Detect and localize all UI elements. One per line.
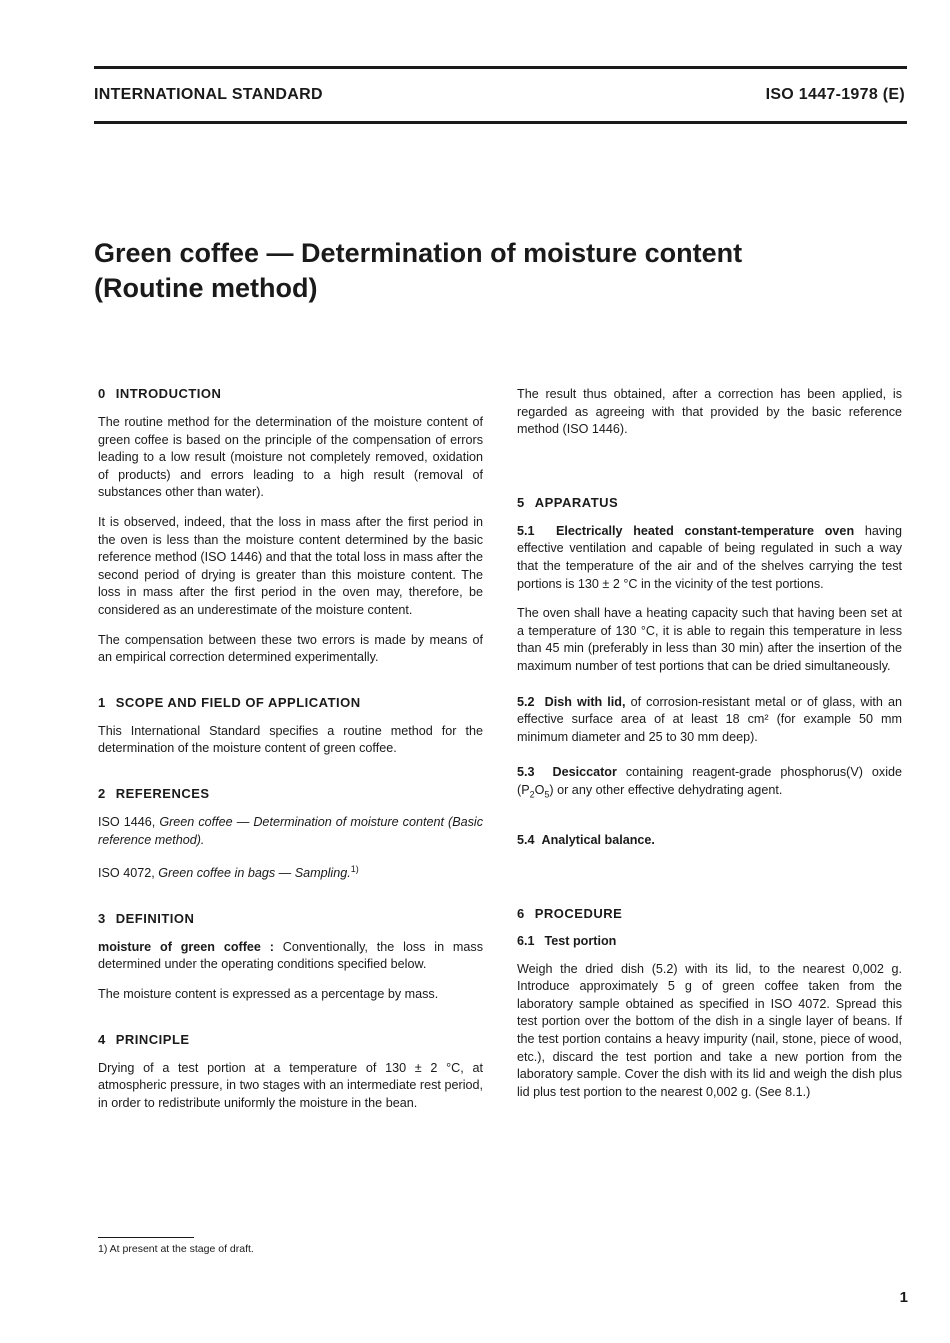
scope-paragraph: This International Standard specifies a routine method for the determination of the moisture content of green coffee.: [98, 723, 483, 756]
intro-paragraph-3: The compensation between these two errors is made by means of an empirical correction determined experimentally.: [98, 632, 483, 665]
apparatus-5-1: 5.1 Electrically heated constant-temperature oven having effective ventilation and capable of being regulated in such a way that the temperature of the air and of the shelves carrying the test portions is 130 ± 2 °C in the vicinity of the test portions.: [517, 523, 902, 591]
footnote-marker: 1): [350, 864, 359, 875]
subsection-6-1-heading: 6.1 Test portion: [517, 933, 617, 948]
right-column: [517, 386, 902, 1113]
section-2-heading: 2 REFERENCES: [98, 785, 210, 801]
section-0-heading: 0 INTRODUCTION: [98, 386, 222, 401]
intro-paragraph-1: The routine method for the determination of the moisture content of green coffee is based on the principle of the compensation of errors leading to a low result (moisture not completely removed, oxidation of products) and errors leading to a high result (removal of substances other than water).: [98, 415, 483, 500]
apparatus-5-4: 5.4 Analytical balance.: [517, 833, 655, 848]
section-1-heading: 1 SCOPE AND FIELD OF APPLICATION: [98, 694, 361, 710]
definition-note: The moisture content is expressed as a percentage by mass.: [98, 987, 439, 1002]
page-number: 1: [899, 1289, 908, 1306]
apparatus-5-2: 5.2 Dish with lid, of corrosion-resistant metal or of glass, with an effective surface area of at least 18 cm² (for example 50 mm minimum diameter and 25 to 30 mm deep).: [517, 694, 902, 744]
section-5-heading: 5 APPARATUS: [517, 494, 619, 510]
document-title: [94, 236, 854, 306]
title-line-1: Green coffee — Determination of moisture content: [94, 238, 743, 268]
header-standard-label: INTERNATIONAL STANDARD: [94, 86, 323, 103]
title-line-2: (Routine method): [94, 273, 318, 303]
apparatus-5-1-capacity: The oven shall have a heating capacity such that having been set at a temperature of 130 °C, it is able to regain this temperature in less than 45 min (preferably in less than 30 min) after the insertion of the maximum number of test portions that can be dried simultaneously.: [517, 606, 902, 673]
section-3-heading: 3 DEFINITION: [98, 910, 195, 926]
intro-paragraph-2: It is observed, indeed, that the loss in mass after the first period in the oven is less than the moisture content determined by the basic reference method (ISO 1446) and that the total loss in mass after the second period of drying is greater than this moisture content. The loss in mass after the first period in the oven may, therefore, be considered as an underestimate of the moisture content.: [98, 514, 483, 617]
principle-paragraph: Drying of a test portion at a temperature of 130 ± 2 °C, at atmospheric pressure, in two stages with an intermediate rest period, in order to redistribute uniformly the moisture in the bean.: [98, 1060, 483, 1110]
header-rule-top: [94, 66, 907, 69]
intro-continuation: The result thus obtained, after a correction has been applied, is regarded as agreeing with that provided by the basic reference method (ISO 1446).: [517, 387, 902, 437]
footnote-rule: [98, 1237, 194, 1238]
section-4-heading: 4 PRINCIPLE: [98, 1031, 190, 1047]
section-6-heading: 6 PROCEDURE: [517, 905, 623, 921]
left-column: [98, 386, 483, 1124]
header-rule-bottom: [94, 121, 907, 124]
reference-iso-4072: ISO 4072, Green coffee in bags — Sampling.$^{1)}$: [98, 864, 359, 881]
apparatus-5-3: 5.3 Desiccator containing reagent-grade phosphorus(V) oxide $(P_2O_5)$ or any other effective dehydrating agent.: [517, 765, 902, 800]
test-portion-paragraph: Weigh the dried dish (5.2) with its lid, to the nearest 0,002 g. Introduce approximately 5 g of green coffee taken from the laboratory sample obtained as specified in ISO 4072. Spread this test portion over the bottom of the dish in a single layer of beans. If the test portion contains a heavy impurity (nail, stone, piece of wood, etc.), discard the test portion and take a new portion from the laboratory sample. Cover the dish with its lid and weigh the dish plus lid plus test portion to the nearest 0,002 g. (See 8.1.): [517, 961, 902, 1099]
definition-paragraph: moisture of green coffee : Conventionally, the loss in mass determined under the operating conditions specified below.: [98, 939, 483, 972]
header-document-code: ISO 1447-1978 (E): [765, 86, 905, 103]
footnote: 1) At present at the stage of draft.: [98, 1243, 254, 1255]
reference-iso-1446: ISO 1446, Green coffee — Determination of moisture content (Basic reference method).: [98, 814, 484, 847]
